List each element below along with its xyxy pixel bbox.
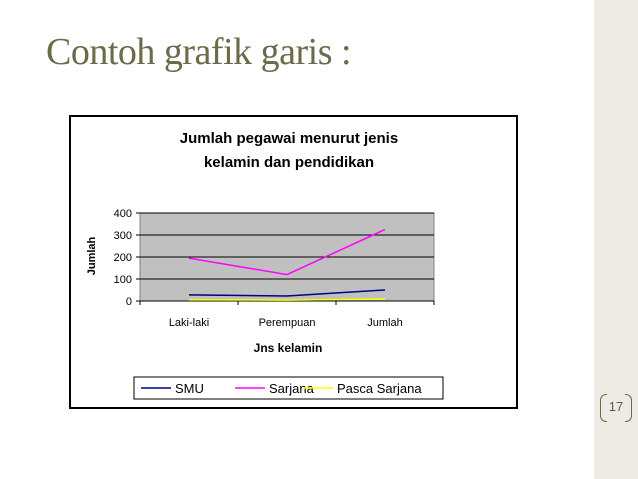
y-tick-label: 0 — [125, 296, 132, 308]
legend-label-1: Sarjana — [269, 381, 314, 396]
chart-frame — [69, 115, 518, 409]
page-number — [600, 392, 632, 422]
y-tick-label: 100 — [113, 274, 132, 286]
x-tick-label: Laki-laki — [168, 317, 210, 329]
y-tick-label: 300 — [113, 230, 132, 242]
chart-title-line-2: kelamin dan pendidikan — [203, 154, 375, 171]
y-axis-label: Jumlah — [86, 236, 98, 276]
y-tick-label: 400 — [113, 208, 132, 220]
legend — [141, 381, 422, 396]
page-number-text: 17 — [608, 399, 624, 414]
slide-title: Contoh grafik garis : — [46, 31, 352, 73]
y-tick-labels — [114, 208, 132, 308]
chart-title-line-1: Jumlah pegawai menurut jenis — [179, 130, 399, 147]
x-axis-label: Jns kelamin — [253, 341, 323, 355]
legend-label-2: Pasca Sarjana — [337, 381, 422, 396]
x-tick-labels — [169, 317, 403, 329]
right-bracket — [625, 394, 632, 422]
x-tick-label: Jumlah — [367, 317, 403, 329]
x-tick-label: Perempuan — [258, 317, 316, 329]
left-bracket — [600, 394, 607, 422]
y-tick-label: 200 — [113, 252, 132, 264]
line-chart — [71, 117, 516, 407]
legend-label-0: SMU — [175, 381, 204, 396]
